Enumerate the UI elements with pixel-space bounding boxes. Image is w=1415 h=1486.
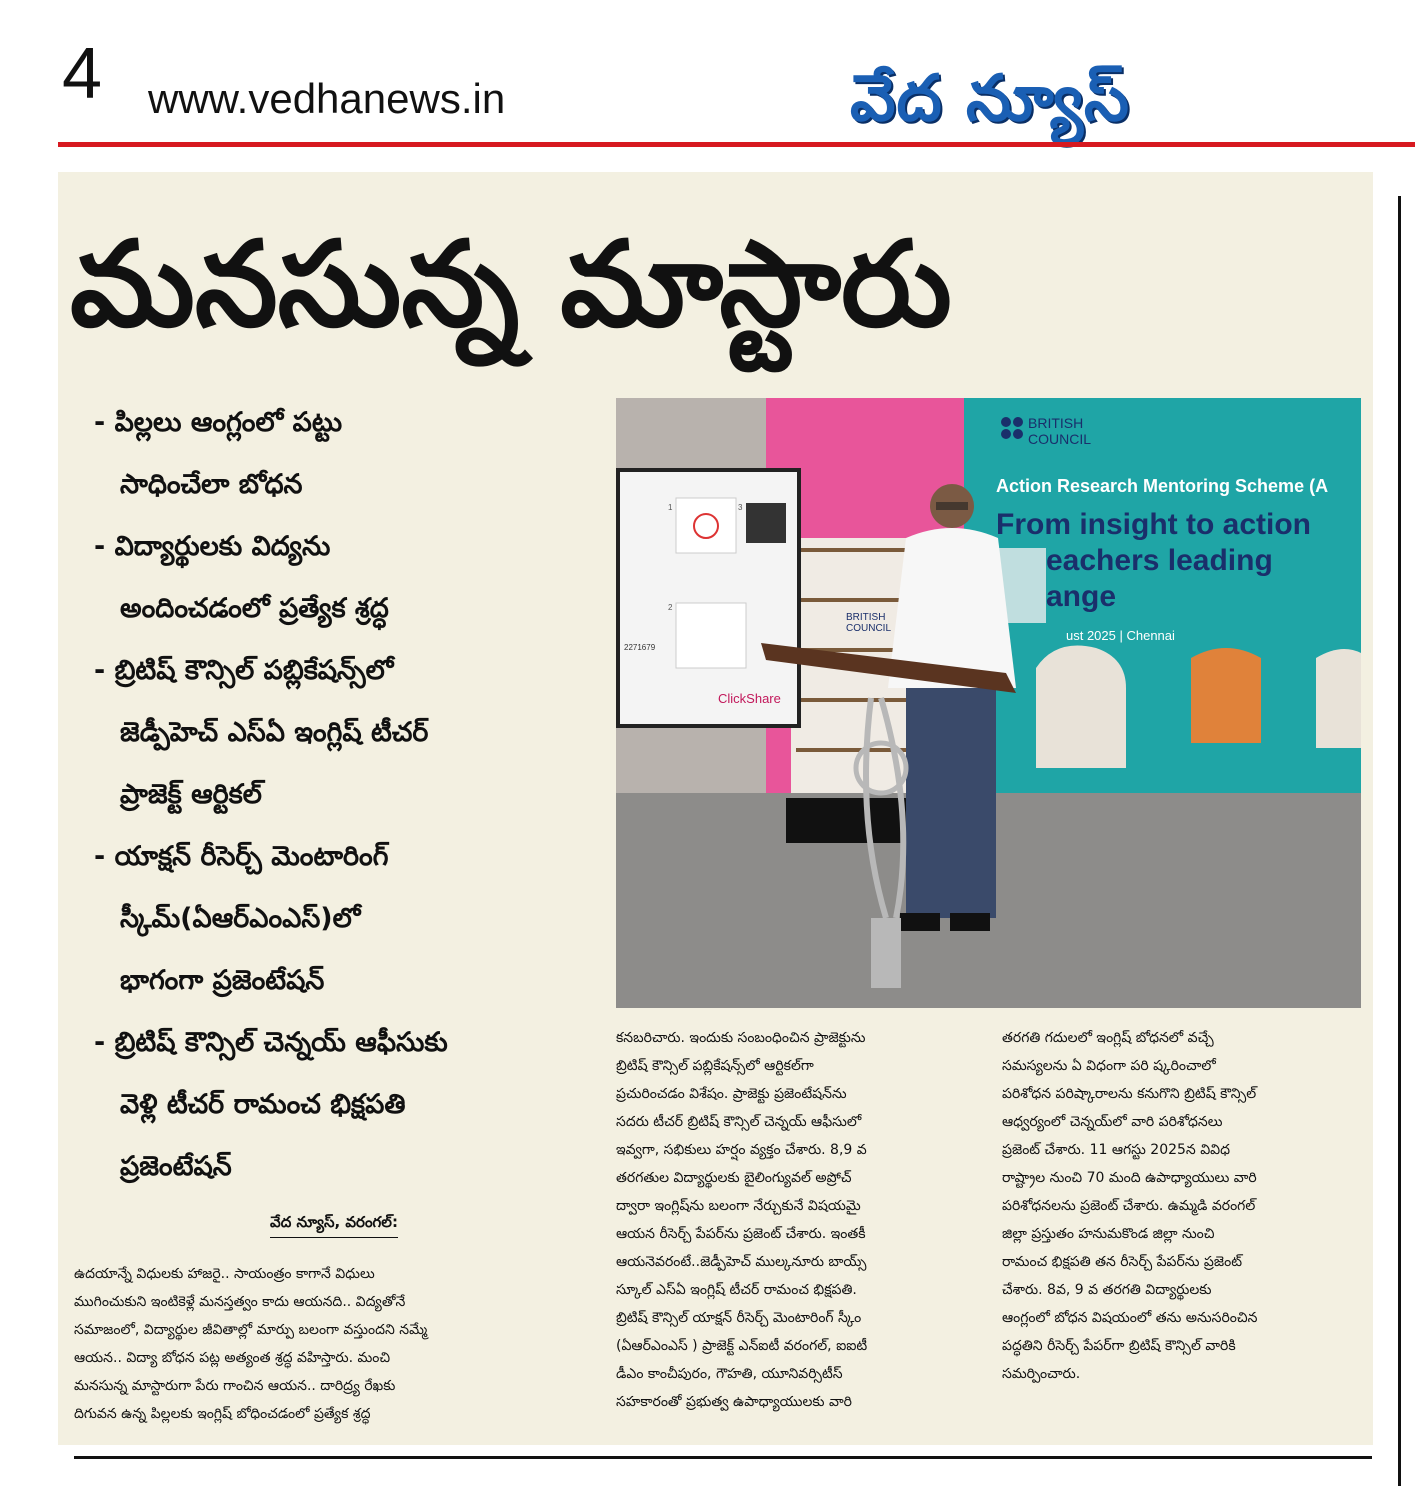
screen-panel-number: 2 bbox=[668, 603, 673, 612]
page-number: 4 bbox=[62, 34, 103, 114]
banner-logo-line2: COUNCIL bbox=[1028, 431, 1092, 447]
body-line: సమర్పించారు. bbox=[1002, 1366, 1081, 1382]
column-divider bbox=[1398, 196, 1401, 1486]
banner-line-4: ange bbox=[1046, 580, 1117, 613]
body-line: ఆయనెవరంటే..జెడ్పీహెచ్ ముల్కనూరు బాయ్స్ bbox=[616, 1254, 867, 1270]
bullet-line: భాగంగా ప్రజెంటేషన్ bbox=[120, 965, 325, 996]
body-line: డీఎం కాంచీపురం, గౌహతి, యూనివర్సిటీస్ bbox=[616, 1366, 843, 1382]
banner-logo-line1: BRITISH bbox=[1028, 415, 1084, 431]
body-line: తరగతుల విద్యార్థులకు బైలింగ్యువల్ అప్రోచ్ bbox=[616, 1170, 852, 1186]
body-line: ప్రజెంట్ చేశారు. 11 ఆగస్టు 2025న వివిధ bbox=[1002, 1142, 1230, 1158]
bullet-line: ప్రాజెక్ట్ ఆర్టికల్ bbox=[120, 779, 262, 810]
body-line: ఉదయాన్నే విధులకు హాజరై.. సాయంత్రం కాగానే విధులు bbox=[74, 1266, 375, 1282]
body-line: (ఏఆర్ఎంఎస్ ) ప్రాజెక్ట్ ఎన్ఐటీ వరంగల్, ఐఐటీ bbox=[616, 1338, 868, 1354]
bullet-line: ప్రజెంటేషన్ bbox=[120, 1151, 232, 1182]
body-line: ముగించుకుని ఇంటికెళ్లే మనస్తత్వం కాదు ఆయనది.. విద్యతోనే bbox=[74, 1294, 406, 1310]
body-line: ఆధ్వర్యంలో చెన్నయ్‌లో వారి పరిశోధనలు bbox=[1002, 1114, 1223, 1130]
body-line: తరగతి గదులలో ఇంగ్లిష్ బోధనలో వచ్చే bbox=[1002, 1030, 1214, 1046]
body-line: సమాజంలో, విద్యార్థుల జీవితాల్లో మార్పు బలంగా వస్తుందని నమ్మే bbox=[74, 1322, 428, 1338]
body-column-2 bbox=[616, 1024, 976, 1416]
body-line: చేశారు. 8వ, 9 వ తరగతి విద్యార్థులకు bbox=[1002, 1282, 1212, 1298]
body-line: ఆయన.. విద్యా బోధన పట్ల అత్యంత శ్రద్ధ వహిస్తారు. మంచి bbox=[74, 1350, 391, 1366]
bullet-line: సాధించేలా బోధన bbox=[120, 469, 303, 500]
body-line: సమస్యలను ఏ విధంగా పరి ష్కరించాలో bbox=[1002, 1058, 1216, 1074]
screen-number: 2271679 bbox=[624, 643, 656, 652]
byline-wrapper bbox=[74, 1212, 594, 1238]
byline: వేద న్యూస్, వరంగల్: bbox=[270, 1213, 398, 1238]
body-line: పరిశోధనలను ప్రజెంట్ చేశారు. ఉమ్మడి వరంగల్ bbox=[1002, 1198, 1256, 1214]
banner-line-1: Action Research Mentoring Scheme (A bbox=[996, 476, 1329, 496]
body-line: దిగువన ఉన్న పిల్లలకు ఇంగ్లిష్ బోధించడంలో ప్రత్యేక శ్రద్ధ bbox=[74, 1406, 371, 1422]
body-line: ద్వారా ఇంగ్లిష్‌ను బలంగా నేర్చుకునే విషయమై bbox=[616, 1198, 861, 1214]
body-line: రామంచ భిక్షపతి తన రీసెర్చ్ పేపర్‌ను ప్రజెంట్ bbox=[1002, 1254, 1243, 1270]
header-red-rule bbox=[58, 142, 1415, 147]
body-line: పద్ధతిని రీసెర్చ్ పేపర్‌గా బ్రిటిష్ కౌన్సిల్ వారికి bbox=[1002, 1338, 1236, 1354]
body-line: ఆయన రీసెర్చ్ పేపర్‌ను ప్రజెంట్ చేశారు. ఇంతకీ bbox=[616, 1226, 866, 1242]
screen-brand: ClickShare bbox=[718, 691, 781, 706]
news-photo bbox=[616, 398, 1361, 1008]
website-url: www.vedhanews.in bbox=[148, 75, 506, 122]
bullet-line: - బ్రిటిష్ కౌన్సిల్ చెన్నయ్ ఆఫీసుకు bbox=[94, 1027, 448, 1058]
banner-line-2: From insight to action bbox=[996, 508, 1311, 541]
screen-panel-number: 3 bbox=[738, 503, 743, 512]
bullet-line: అందించడంలో ప్రత్యేక శ్రద్ధ bbox=[120, 593, 389, 624]
podium-logo-line1: BRITISH bbox=[846, 612, 886, 623]
body-line: పరిశోధన పరిష్కారాలను కనుగొని బ్రిటిష్ కౌన్సిల్ bbox=[1002, 1086, 1257, 1102]
body-line: బ్రిటిష్ కౌన్సిల్ పబ్లికేషన్స్‌లో ఆర్టికల్‌గా bbox=[616, 1058, 814, 1074]
bullet-line: - యాక్షన్ రీసెర్చ్ మెంటారింగ్ bbox=[94, 841, 389, 872]
body-line: స్కూల్ ఎస్ఏ ఇంగ్లిష్ టీచర్ రామంచ భిక్షపతి. bbox=[616, 1282, 857, 1298]
body-line: మనసున్న మాస్టారుగా పేరు గాంచిన ఆయన.. దారిద్ర్య రేఖకు bbox=[74, 1378, 396, 1394]
headline: మనసున్న మాస్టారు bbox=[70, 215, 952, 353]
bullet-line: - బ్రిటిష్ కౌన్సిల్ పబ్లికేషన్స్‌లో bbox=[94, 655, 394, 686]
body-column-3 bbox=[1002, 1024, 1360, 1388]
body-line: జిల్లా ప్రస్తుతం హనుమకొండ జిల్లా నుంచి bbox=[1002, 1226, 1215, 1242]
bullet-line: - విద్యార్థులకు విద్యను bbox=[94, 531, 331, 562]
body-line: రాష్ట్రాల నుంచి 70 మంది ఉపాధ్యాయులు వారి bbox=[1002, 1170, 1257, 1186]
banner-line-3: eachers leading bbox=[1046, 544, 1273, 577]
bullet-line: - పిల్లలు ఆంగ్లంలో పట్టు bbox=[94, 407, 343, 438]
body-column-1 bbox=[74, 1260, 567, 1428]
body-line: బ్రిటిష్ కౌన్సిల్ యాక్షన్ రీసెర్చ్ మెంటారింగ్ స్కీం bbox=[616, 1310, 862, 1326]
podium-logo-line2: COUNCIL bbox=[846, 623, 892, 634]
bottom-rule bbox=[74, 1456, 1372, 1459]
body-line: ఆంగ్లంలో బోధన విషయంలో తను అనుసరించిన bbox=[1002, 1310, 1258, 1326]
body-line: సహకారంతో ప్రభుత్వ ఉపాధ్యాయులకు వారి bbox=[616, 1394, 852, 1410]
banner-line-5: ust 2025 | Chennai bbox=[1066, 628, 1175, 643]
bullet-line: జెడ్పీహెచ్ ఎస్ఏ ఇంగ్లిష్ టీచర్ bbox=[120, 717, 429, 748]
body-line: ప్రచురించడం విశేషం. ప్రాజెక్టు ప్రజెంటేషన్‌ను bbox=[616, 1086, 847, 1102]
bullet-line: స్కీమ్(ఏఆర్ఎంఎస్)లో bbox=[120, 903, 361, 934]
highlight-bullets bbox=[94, 392, 604, 1198]
screen-panel-number: 1 bbox=[668, 503, 673, 512]
body-line: సదరు టీచర్ బ్రిటిష్ కౌన్సిల్ చెన్నయ్ ఆఫీసులో bbox=[616, 1114, 862, 1130]
masthead-logo: వేద న్యూస్ bbox=[850, 62, 1130, 136]
body-line: కనబరిచారు. ఇందుకు సంబంధించిన ప్రాజెక్టును bbox=[616, 1030, 866, 1046]
bullet-line: వెళ్లి టీచర్ రామంచ భిక్షపతి bbox=[120, 1089, 406, 1120]
body-line: ఇవ్వగా, సభికులు హర్షం వ్యక్తం చేశారు. 8,9 వ bbox=[616, 1142, 867, 1158]
